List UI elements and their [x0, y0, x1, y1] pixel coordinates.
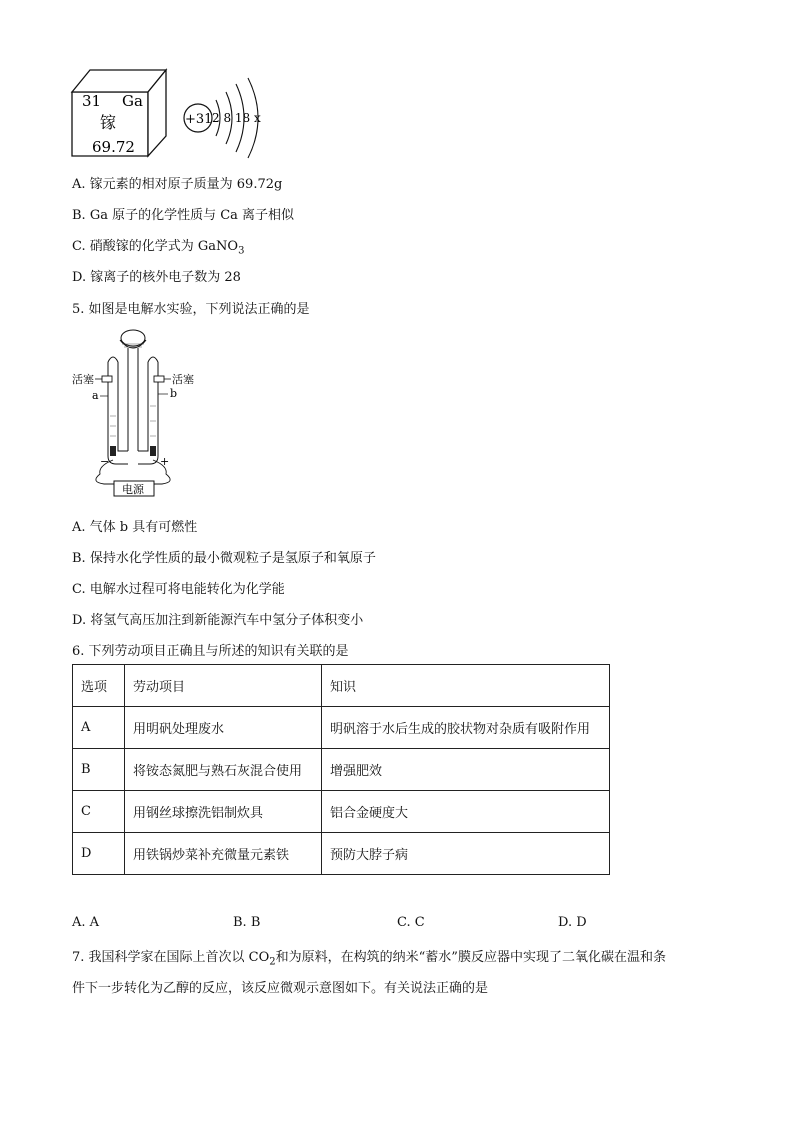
q5-option-c: C. 电解水过程可将电能转化为化学能: [72, 582, 285, 597]
q7-stem-line2: 件下一步转化为乙醇的反应，该反应微观示意图如下。有关说法正确的是: [72, 981, 489, 996]
q6-option-a: A. A: [72, 915, 100, 930]
table-cell: 预防大脖子病: [322, 833, 610, 875]
q4-option-c-sub: 3: [238, 245, 245, 257]
q5-option-a: A. 气体 b 具有可燃性: [72, 520, 198, 535]
tube-b-label: b: [170, 387, 178, 400]
table-row: [73, 791, 610, 833]
q5-option-b: B. 保持水化学性质的最小微观粒子是氢原子和氧原子: [72, 551, 376, 566]
q6-option-b: B. B: [233, 915, 261, 930]
left-valve-label: 活塞: [72, 373, 94, 386]
element-symbol: Ga: [122, 92, 143, 110]
table-cell: 用钢丝球擦洗铝制炊具: [125, 791, 322, 833]
q7-stem-text: 7. 我国科学家在国际上首次以 CO: [72, 950, 270, 965]
table-header-cell: 劳动项目: [125, 665, 322, 707]
table-row: [73, 833, 610, 875]
element-number: 31: [82, 92, 102, 110]
minus-terminal: −: [100, 455, 110, 468]
table-header-cell: 选项: [73, 665, 125, 707]
table-cell: D: [73, 833, 125, 875]
table-cell: 用铁锅炒菜补充微量元素铁: [125, 833, 322, 875]
q6-option-c: C. C: [397, 915, 425, 930]
q4-option-b: B. Ga 原子的化学性质与 Ca 离子相似: [72, 208, 295, 223]
electron-shells: 2 8 18 x: [212, 111, 261, 125]
table-cell: 将铵态氮肥与熟石灰混合使用: [125, 749, 322, 791]
q5-option-d: D. 将氢气高压加注到新能源汽车中氢分子体积变小: [72, 613, 364, 628]
plus-terminal: +: [160, 455, 170, 468]
table-cell: C: [73, 791, 125, 833]
table-row: [73, 707, 610, 749]
table-cell: 增强肥效: [322, 749, 610, 791]
q4-option-a: A. 镓元素的相对原子质量为 69.72g: [72, 177, 283, 192]
table-row: [73, 749, 610, 791]
right-valve-label: 活塞: [172, 373, 194, 386]
table-cell: A: [73, 707, 125, 749]
table-cell: 铝合金硬度大: [322, 791, 610, 833]
atom-structure-diagram: [180, 74, 280, 164]
element-card: [68, 64, 168, 160]
q6-option-d: D. D: [558, 915, 587, 930]
q7-stem-line1: [72, 946, 666, 968]
table-cell: 用明矾处理废水: [125, 707, 322, 749]
element-name: 镓: [100, 113, 117, 132]
electrolysis-apparatus: [70, 326, 200, 501]
tube-a-label: a: [92, 389, 99, 402]
power-supply-label: 电源: [122, 483, 144, 496]
q6-options: [72, 915, 722, 935]
q6-table: [72, 664, 610, 875]
q4-option-d: D. 镓离子的核外电子数为 28: [72, 270, 241, 285]
q7-co2-subscript: 2: [269, 956, 276, 968]
q5-stem: 5. 如图是电解水实验，下列说法正确的是: [72, 302, 310, 317]
q6-stem: 6. 下列劳动项目正确且与所述的知识有关联的是: [72, 644, 349, 659]
element-mass: 69.72: [92, 138, 135, 156]
table-cell: B: [73, 749, 125, 791]
table-header-row: [73, 665, 610, 707]
table-header-cell: 知识: [322, 665, 610, 707]
q4-option-c-text: C. 硝酸镓的化学式为 GaNO: [72, 239, 239, 254]
table-cell: 明矾溶于水后生成的胶状物对杂质有吸附作用: [322, 707, 610, 749]
q4-option-c: [72, 235, 244, 257]
nucleus-charge: +31: [185, 112, 213, 127]
q7-stem-text-continued: 和为原料，在构筑的纳米“蓄水”膜反应器中实现了二氧化碳在温和条: [275, 950, 666, 965]
